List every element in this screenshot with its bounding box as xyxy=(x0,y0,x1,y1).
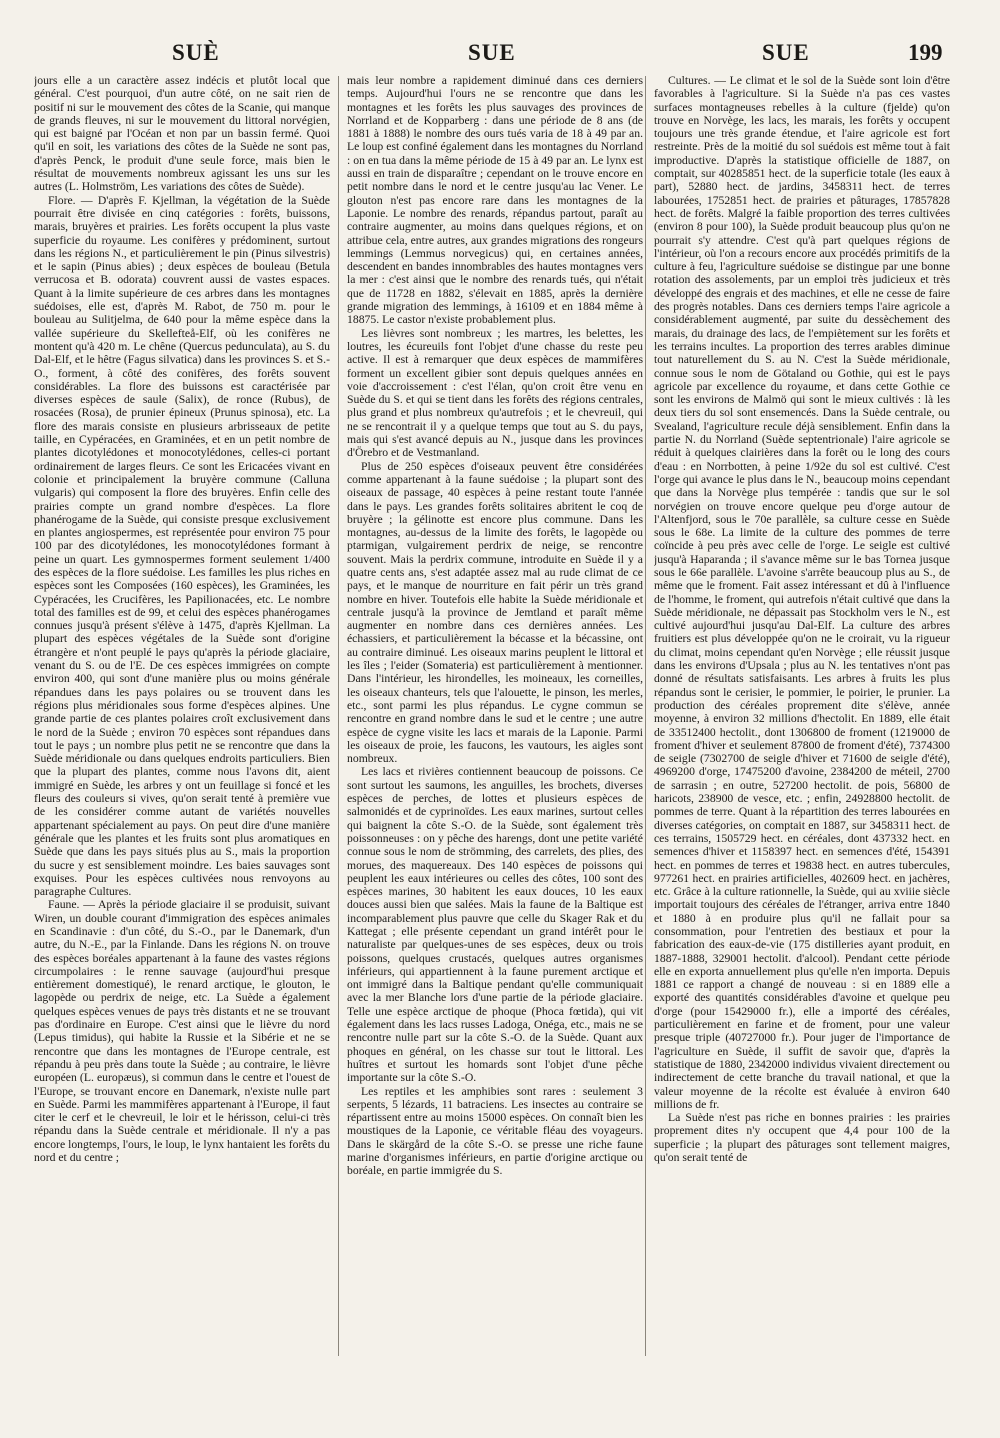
column-divider-1 xyxy=(338,76,339,1356)
running-header xyxy=(0,40,1000,74)
paragraph-prairies: La Suède n'est pas riche en bonnes prairies : les prairies proprement dites n'y occupent que 4,4 pour 100 de la superficie ; la plupart des pâturages sont tellement maigres, qu'on serait tenté de xyxy=(654,1111,950,1165)
column-divider-2 xyxy=(645,76,646,1356)
text-column-3 xyxy=(654,74,950,1364)
running-head-center: SUE xyxy=(468,40,516,65)
paragraph: jours elle a un caractère assez indécis et plutôt local que général. C'est pourquoi, d'un autre côté, on ne sait rien de positif ni sur le mouvement des côtes de la Scanie, qui manque de grands fleuves, ni sur le mouvement du littoral norvégien, qui est baigné par l'Océan et non par un bassin fermé. Quoi qu'il en soit, les variations des côtes de la Suède ne sont pas, d'après Penck, le produit d'une seule force, mais bien le résultat de mouvements nombreux agissant les uns sur les autres (L. Holmström, Les variations des côtes de Suède). xyxy=(34,74,330,194)
paragraph-cultures: Cultures. — Le climat et le sol de la Suède sont loin d'être favorables à l'agriculture. Si la Suède n'a pas ces vastes surfaces montagneuses rebelles à la culture (fjelde) qu'on trouve en Norvège, les lacs, les marais, les forêts y occupent toujours une très grande étendue, et l'aire agricole est fort restreinte. Près de la moitié du sol suédois est même tout à fait improductive. D'après la statistique officielle de 1887, on comptait, sur 40285851 hect. de la superficie totale (les eaux à part), 52880 hect. de jardins, 3458311 hect. de terres labourées, 1752851 hect. de prairies et pâturages, 17857828 hect. de forêts. Malgré la faible proportion des terres cultivées (environ 8 pour 100), la Suède produit beaucoup plus qu'on ne pourrait s'y attendre. C'est qu'à part quelques régions de l'intérieur, où l'on a recours encore aux procédés primitifs de la culture à feu, l'agriculture suédoise se distingue par une bonne rotation des assolements, par un emploi très judicieux et très développé des engrais et des machines, et elle ne cesse de faire des progrès notables. Dans ces derniers temps l'aire agricole a considérablement augmenté, par suite du dessèchement des marais, du drainage des lacs, de l'empiètement sur les forêts et les terrains incultes. La proportion des terres arables diminue tout naturellement du S. au N. C'est la Suède méridionale, connue sous le nom de Götaland ou Gothie, qui est le pays agricole par excellence du royaume, et dans cette Gothie ce sont les environs de Malmö qui sont le mieux cultivés : là les deux tiers du sol sont ensemencés. Dans la Suède centrale, ou Svealand, l'agriculture recule déjà sensiblement. Enfin dans la partie N. du Norrland (Suède septentrionale) l'aire agricole se réduit à quelques clairières dans la forêt ou le long des cours d'eau : en Norrbotten, à peine 1/92e du sol est cultivé. C'est l'orge qui avance le plus dans le N., beaucoup moins cependant que dans la Norvège plus tempérée : tandis que sur le sol norvégien on trouve encore quelque peu d'orge autour de l'Altenfjord, sous le 70e parallèle, sa culture cesse en Suède sous le 68e. La limite de la culture des pommes de terre coïncide à peu près avec celle de l'orge. Le seigle est cultivé jusqu'à Haparanda ; il s'avance même sur le bas Tornea jusque sous le 66e parallèle. L'avoine s'arrête beaucoup plus au S., de même que le froment. Fait assez intéressant et dû à l'influence de l'homme, le froment, qui autrefois n'était cultivé que dans la Suède méridionale, ne dépassait pas Stockholm vers le N., est cultivé aujourd'hui jusqu'au Dal-Elf. La culture des arbres fruitiers est plus développée qu'on ne le croirait, vu la rigueur du climat, moins cependant qu'en Norvège ; elle réussit jusque dans les environs d'Upsala ; plus au N. les tentatives n'ont pas donné de résultats satisfaisants. Les arbres à fruits les plus répandus sont le cerisier, le pommier, le poirier, le prunier. La production des céréales proprement dite s'élève, année moyenne, à environ 32 millions d'hectolit. En 1889, elle était de 33512400 hectolit., dont 1306800 de froment (1219000 de froment d'hiver et seulement 87800 de froment d'été), 7374300 de seigle (7302700 de seigle d'hiver et 71600 de seigle d'été), 4969200 d'orge, 17475200 d'avoine, 2384200 de méteil, 2700 de sarrasin ; en outre, 527200 hectolit. de pois, 56800 de haricots, 238900 de vesce, etc. ; enfin, 24928800 hectolit. de pommes de terre. Quant à la répartition des terres labourées en diverses catégories, on comptait en 1887, sur 3458311 hect. de ces terrains, 1505729 hect. en céréales, dont 437332 hect. en semences d'hiver et 1158397 hect. en semences d'été, 154391 hect. en pommes de terres et 19838 hect. en autres tubercules, 977261 hect. en prairies artificielles, 402609 hect. en jachères, etc. Grâce à la culture rationnelle, la Suède, qui au xviiie siècle importait toujours des céréales de l'étranger, arriva entre 1840 et 1880 à en produire plus qu'il ne fallait pour sa consommation, pour l'entretien des bestiaux et pour la fabrication des eaux-de-vie (175 distilleries ayant produit, en 1887-1888, 329001 hectolit. d'alcool). Pendant cette période elle en exporta annuellement plus qu'elle n'en importa. Depuis 1881 ce rapport a changé de nouveau : si en 1889 elle a exporté des quantités considérables d'avoine et quelque peu d'orge (pour 15429000 fr.), elle a importé des céréales, particulièrement en farine et de froment, pour une valeur presque triple (40727000 fr.). Pour juger de l'importance de l'agriculture en Suède, il suffit de savoir que, d'après la statistique de 1880, 2342000 individus vivaient directement ou indirectement de cette branche du travail national, et que la valeur moyenne de la récolte est évaluée à environ 640 millions de fr. xyxy=(654,74,950,1111)
paragraph-flore: Flore. — D'après F. Kjellman, la végétation de la Suède pourrait être divisée en cinq catégories : forêts, buissons, marais, bruyères et prairies. Les forêts occupent la plus vaste superficie du royaume. Les conifères y prédominent, surtout dans les régions N., et particulièrement le pin (Pinus silvestris) et le sapin (Pinus abies) ; deux espèces de bouleau (Betula verrucosa et B. odorata) couvrent aussi de vastes espaces. Quant à la limite supérieure de ces arbres dans les montagnes suédoises, elle est, d'après M. Rabot, de 750 m. pour le bouleau au Sulitjelma, de 640 pour la même espèce dans la vallée supérieure du Skellefteå-Elf, où les conifères ne montent qu'à 420 m. Le chêne (Quercus pedunculata), au S. du Dal-Elf, et le hêtre (Fagus silvatica) dans les provinces S. et S.-O., forment, à côté des conifères, des forêts souvent considérables. La flore des buissons est caractérisée par diverses espèces de saule (Salix), de ronce (Rubus), de rosacées (Rosa), de prunier épineux (Prunus spinosa), etc. La flore des marais consiste en plusieurs arbrisseaux de petite taille, en Cypéracées, en Graminées, et en un petit nombre de plantes dicotylédones et monocotylédones, celles-ci portant ordinairement de larges fleurs. Ce sont les Ericacées vivant en colonie et principalement la bruyère commune (Calluna vulgaris) qui composent la flore des bruyères. Enfin celle des prairies compte un grand nombre d'espèces. La flore phanérogame de la Suède, qui consiste presque exclusivement en plantes angiospermes, est représentée pour environ 75 pour 100 par des dicotylédones, les monocotylédones formant à peine un quart. Les gymnospermes forment seulement 1/400 des espèces de la flore suédoise. Les familles les plus riches en espèces sont les Composées (160 espèces), les Graminées, les Cypéracées, les Crucifères, les Papilionacées, etc. Le nombre total des familles est de 99, et celui des espèces phanérogames connues jusqu'à présent s'élève à 1475, d'après Kjellman. La plupart des espèces végétales de la Suède sont d'origine étrangère et n'ont peuplé le pays qu'après la période glaciaire, venant du S. ou de l'E. De ces espèces immigrées on compte environ 400, qui sont d'une manière plus ou moins générale répandues dans les pays polaires ou se trouvent dans les régions plus méridionales sous forme d'espèces alpines. Une grande partie de ces plantes polaires croît exclusivement dans le nord de la Suède ; environ 70 espèces sont répandues dans tout le pays ; un nombre plus petit ne se rencontre que dans la Suède méridionale ou dans quelques endroits particuliers. Bien que la plupart des plantes, comme nous l'avons dit, aient immigré en Suède, les arbres y ont un feuillage si foncé et les fleurs des couleurs si vives, qu'on serait tenté à première vue de les considérer comme autant de variétés nouvelles appartenant spécialement au pays. On peut dire d'une manière générale que les plantes et les fruits sont plus aromatiques en Suède que dans les pays situés plus au S., mais la proportion du sucre y est sensiblement moindre. Les baies sauvages sont exquises. Pour les espèces cultivées nous renvoyons au paragraphe Cultures. xyxy=(34,193,330,899)
paragraph-reptiles: Les reptiles et les amphibies sont rares : seulement 3 serpents, 5 lézards, 11 batraciens. Les insectes au contraire se répartissent entre au moins 15000 espèces. On connaît bien les moustiques de la Laponie, ce véritable fléau des voyageurs. Dans le skärgård de la côte S.-O. se presse une riche faune marine d'organismes inférieurs, en partie d'origine arctique ou boréale, en partie immigrée du S. xyxy=(347,1084,643,1178)
paragraph: Les lièvres sont nombreux ; les martres, les belettes, les loutres, les écureuils font l'objet d'une chasse du reste peu active. Il est à remarquer que deux espèces de mammifères forment un excellent gibier sont depuis quelques années en voie d'accroissement : c'est l'élan, qu'on croit être venu en Suède du S. et qui se tient dans les forêts des régions centrales, plus grand et plus nombreux qu'autrefois ; et le chevreuil, qui ne se rencontrait il y a quelque temps que tout au S. du pays, mais qui s'est avancé depuis au N., jusque dans les provinces d'Örebro et de Vestmanland. xyxy=(347,326,643,460)
paragraph-birds: Plus de 250 espèces d'oiseaux peuvent être considérées comme appartenant à la faune suédoise ; la plupart sont des oiseaux de passage, 40 espèces à peine restant toute l'année dans le pays. Les grandes forêts solitaires abritent le coq de bruyère ; la gélinotte est encore plus commune. Dans les montagnes, au-dessus de la limite des forêts, le lagopède ou ptarmigan, vulgairement perdrix de neige, se rencontre souvent. Mais la perdrix commune, introduite en Suède il y a quatre cents ans, s'est adaptée assez mal au rude climat de ce pays, et le manque de nourriture en fait périr un très grand nombre en hiver. Toutefois elle habite la Suède méridionale et centrale jusqu'à la province de Jemtland et paraît même augmenter en nombre dans ces dernières années. Les échassiers, et particulièrement la bécasse et la bécassine, ont au contraire diminué. Les oiseaux marins peuplent le littoral et les îles ; l'eider (Somateria) est particulièrement à mentionner. Dans l'intérieur, les hirondelles, les moineaux, les corneilles, les oiseaux chanteurs, tels que l'alouette, le pinson, les merles, etc., sont parmi les plus répandus. Le cygne commun se rencontre en grand nombre dans le sud et le centre ; une autre espèce de cygne visite les lacs et marais de la Laponie. Parmi les oiseaux de proie, les faucons, les vautours, les aigles sont nombreux. xyxy=(347,459,643,766)
page-number: 199 xyxy=(908,40,943,65)
running-head-right: SUE xyxy=(762,40,810,65)
text-column-2 xyxy=(347,74,643,1364)
paragraph-faune: Faune. — Après la période glaciaire il se produisit, suivant Wiren, un double courant d'immigration des espèces animales en Scandinavie : d'un côté, du S.-O., par le Danemark, d'un autre, du N.-E., par la Finlande. Dans les régions N. on trouve des espèces boréales appartenant à la faune des vastes régions circumpolaires : le renne sauvage (aujourd'hui presque entièrement domestiqué), le renard arctique, le glouton, le lagopède ou perdrix de neige, etc. La Suède a également quelques espèces venues de pays très distants et ne se trouvant pas d'ordinaire en Europe. C'est ainsi que le lièvre du nord (Lepus timidus), qui habite la Russie et la Sibérie et ne se rencontre que dans les montagnes de l'Europe centrale, est répandu à peu près dans toute la Suède ; au contraire, le lièvre européen (L. europæus), si commun dans le centre et l'ouest de l'Europe, se trouvant encore en Danemark, n'existe nulle part en Suède. Parmi les mammifères appartenant à l'Europe, il faut citer le cerf et le chevreuil, le loir et le hérisson, celui-ci très répandu dans la Suède centrale et méridionale. Il n'y a pas encore longtemps, l'ours, le loup, le lynx hantaient les forêts du nord et du centre ; xyxy=(34,898,330,1165)
text-column-1 xyxy=(34,74,330,1364)
paragraph: mais leur nombre a rapidement diminué dans ces derniers temps. Aujourd'hui l'ours ne se rencontre que dans les montagnes et les forêts les plus sauvages des provinces de Norrland et de Kopparberg : dans une période de 8 ans (de 1881 à 1888) le nombre des ours tués varia de 18 à 49 par an. Le loup est confiné également dans les montagnes du Norrland : on en tua dans la même période de 15 à 49 par an. Le lynx est aussi en train de disparaître ; cependant on le trouve encore en petit nombre dans le nord et le centre jusqu'au lac Vener. Le glouton n'est pas encore rare dans les montagnes de la Laponie. Le nombre des renards, répandus partout, paraît au contraire augmenter, au moins dans quelques régions, et on attribue cela, entre autres, aux grandes migrations des rongeurs lemmings (Lemmus norvegicus) qui, en certaines années, descendent en bandes innombrables des hautes montagnes vers la mer : c'est ainsi que le nombre des renards tués, qui n'était que de 11728 en 1882, s'élevait en 1885, après la dernière grande migration des lemmings, à 16109 et en 1884 même à 18875. Le castor n'existe probablement plus. xyxy=(347,74,643,327)
paragraph-fish: Les lacs et rivières contiennent beaucoup de poissons. Ce sont surtout les saumons, les anguilles, les brochets, diverses espèces de perches, de lottes et plusieurs espèces de salmonidés et de cyprinoïdes. Les eaux marines, surtout celles qui baignent la côte S.-O. de la Suède, sont également très poissonneuses : on y pêche des harengs, dont une petite variété connue sous le nom de strömming, des carrelets, des plies, des morues, des maquereaux. Des 140 espèces de poissons qui peuplent les eaux intérieures ou celles des côtes, 100 sont des espèces marines, 30 habitent les eaux douces, 10 les eaux douces aussi bien que salées. Mais la faune de la Baltique est incomparablement plus pauvre que celle du Skager Rak et du Kattegat ; elle présente cependant un grand intérêt pour le naturaliste par quelques-unes de ses espèces, deux ou trois poissons, quelques crustacés, quelques autres organismes inférieurs, qui appartiennent à la faune purement arctique et ont immigré dans la Baltique pendant qu'elle communiquait avec la mer Blanche lors d'une partie de la période glaciaire. Telle une espèce arctique de phoque (Phoca fœtida), qui vit également dans les lacs russes Ladoga, Onéga, etc., mais ne se rencontre nulle part sur la côte S.-O. de la Suède. Quant aux phoques en général, on les chasse sur tout le littoral. Les huîtres et surtout les homards sont l'objet d'une pêche importante sur la côte S.-O. xyxy=(347,765,643,1085)
running-head-left: SUÈ xyxy=(172,40,220,65)
